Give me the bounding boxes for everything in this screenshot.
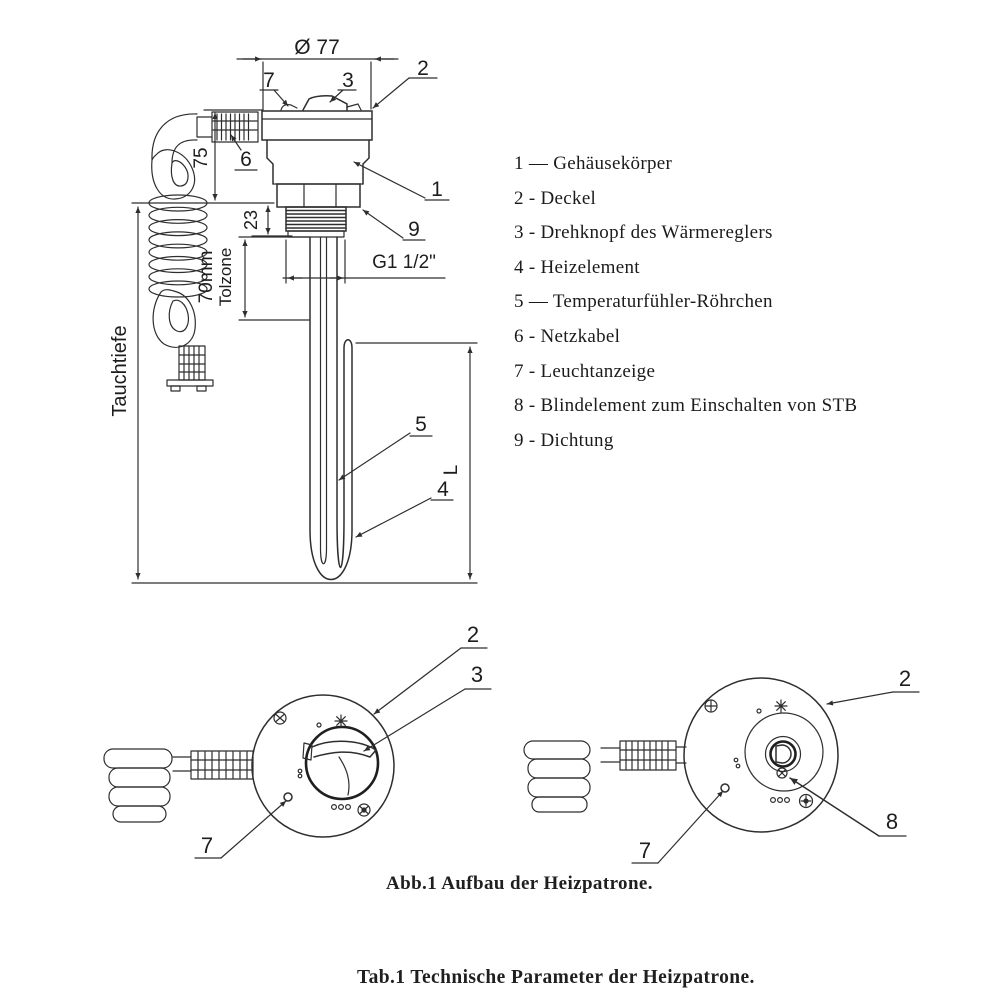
scale-mark [734,758,738,762]
dim-element-length-label: L [441,464,462,476]
legend-item: 6 - Netzkabel [514,325,621,347]
legend-item: 8 - Blindelement zum Einschalten von STB [514,395,858,417]
dim-diameter-label: Ø 77 [294,36,340,59]
legend-item: 4 - Heizelement [514,256,640,278]
dim-cap-height-label: 75 [191,147,212,169]
scale-mark [778,798,783,803]
callout-blind-8: 8 [885,809,899,834]
snowflake-icon [775,700,787,712]
scale-mark [332,805,337,810]
scale-mark [298,769,302,773]
dim-thread-length-label: 23 [241,209,261,231]
callout-4: 4 [437,478,449,501]
callout-9: 9 [408,218,420,241]
dim-thread-length [241,206,292,236]
indicator-lamp [721,784,729,792]
dim-dead-zone-value: 70mm [196,250,217,304]
heating-element-tubes [310,237,352,580]
dim-immersion-depth-label: Tauchtiefe [109,325,131,417]
scale-mark [785,798,790,803]
dim-thread-size-label: G1 1/2" [372,252,436,273]
callout-2: 2 [417,57,429,80]
callout-5: 5 [415,413,427,436]
dim-thread-size [283,240,445,283]
scale-mark [346,805,351,810]
scale-mark [339,805,344,810]
heater-head [262,96,372,237]
dim-cap-height [191,110,263,200]
scale-mark-min [757,709,761,713]
snowflake-icon [335,715,347,727]
legend-item: 7 - Leuchtanzeige [514,360,656,382]
callout-6: 6 [240,148,252,171]
main-callouts [231,57,453,537]
figure-caption: Abb.1 Aufbau der Heizpatrone. [386,873,653,894]
callout-knob-3: 3 [470,662,484,687]
legend-item: 9 - Dichtung [514,429,614,451]
table-caption: Tab.1 Technische Parameter der Heizpatrone. [357,967,755,988]
scale-mark [298,774,302,778]
callout-lamp-7: 7 [638,838,652,863]
dim-dead-zone-label: Tolzone [216,247,235,307]
scale-mark-min [317,723,321,727]
cover-view-with-knob [104,622,491,858]
callout-7: 7 [263,69,275,92]
scale-mark [736,764,740,768]
callout-lamp-7: 7 [200,833,214,858]
callout-1: 1 [431,178,443,201]
callout-cover-2: 2 [898,666,912,691]
legend-item: 2 - Deckel [514,187,597,209]
indicator-lamp [284,793,292,801]
legend-item: 1 — Gehäusekörper [514,153,673,174]
legend-item: 5 — Temperaturfühler-Röhrchen [514,291,773,313]
cover-view-without-knob [524,666,919,863]
scale-mark [771,798,776,803]
parts-legend [514,147,857,458]
callout-3: 3 [342,69,354,92]
dim-element-length [356,343,477,579]
legend-item: 3 - Drehknopf des Wärmereglers [514,222,773,244]
dim-diameter [237,36,398,110]
callout-cover-2: 2 [466,622,480,647]
